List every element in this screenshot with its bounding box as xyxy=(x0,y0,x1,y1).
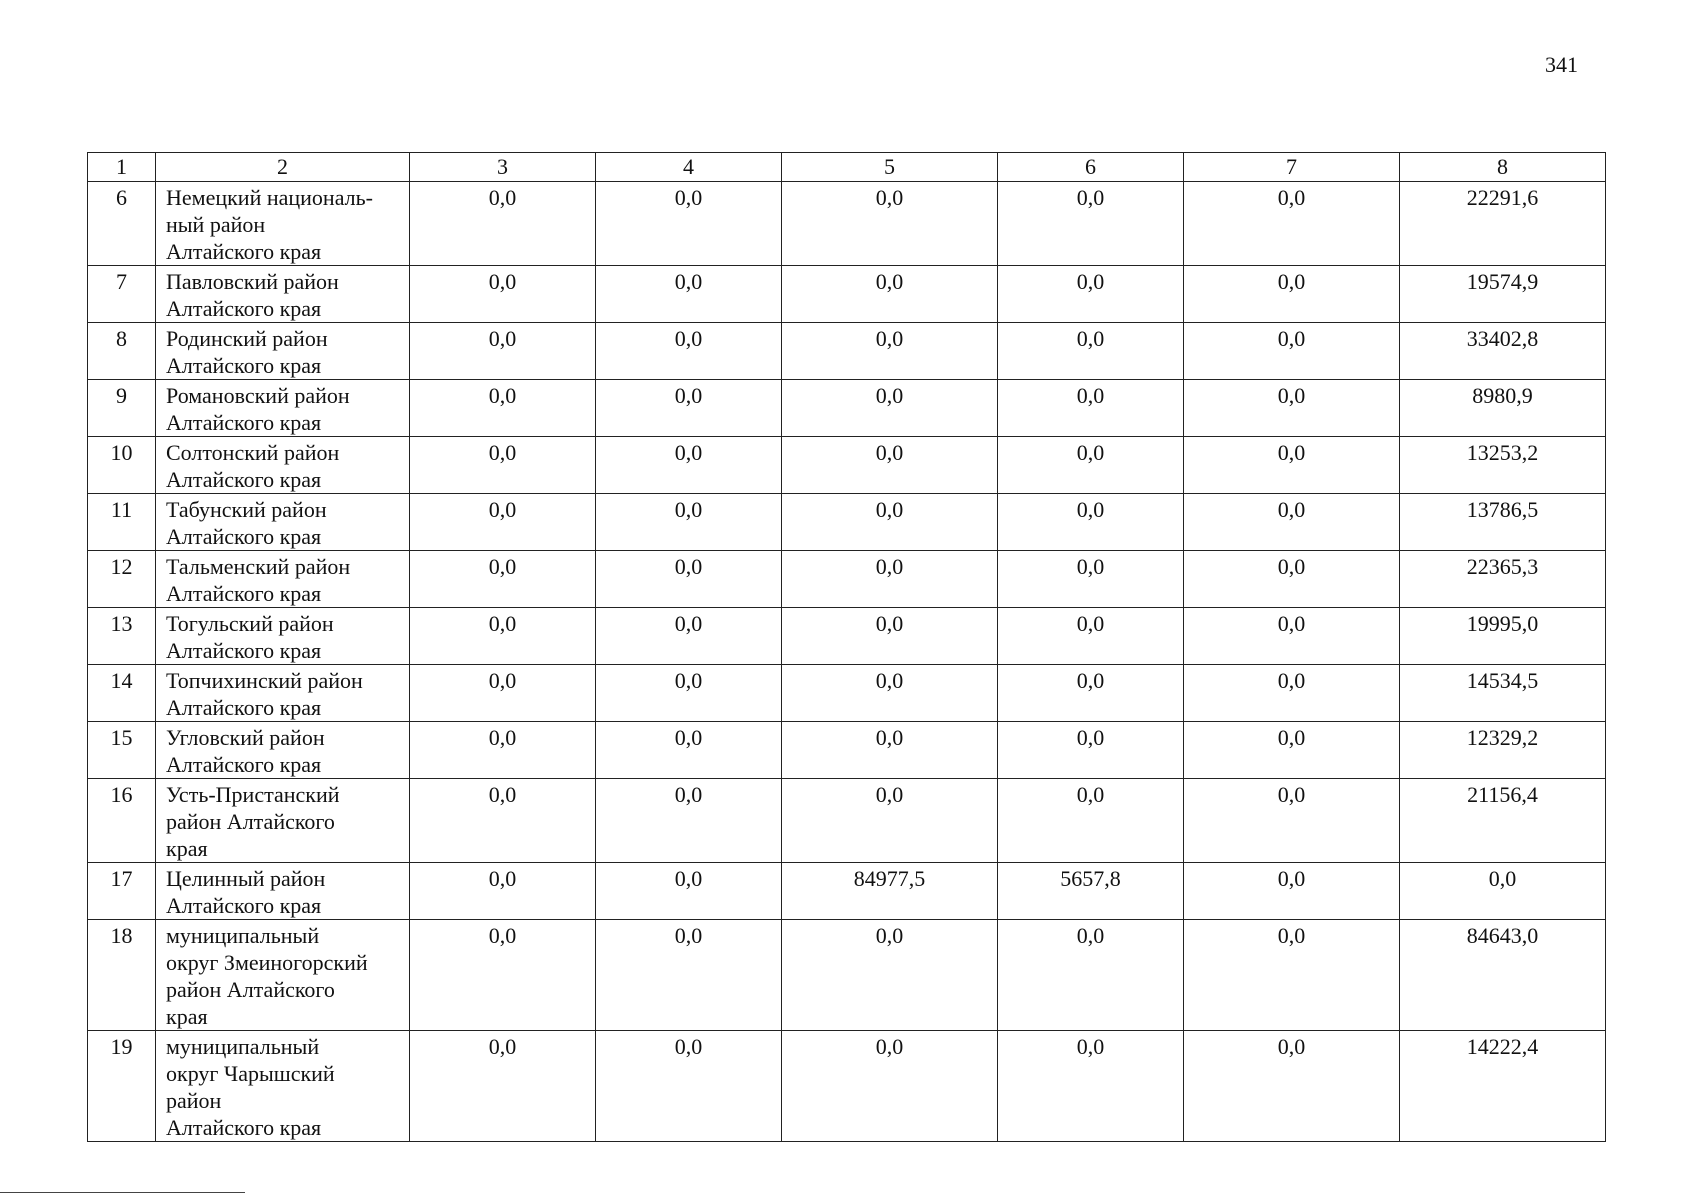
table-row xyxy=(88,608,1606,665)
district-name-line: Угловский район xyxy=(166,725,325,750)
value-cell-col-5: 0,0 xyxy=(782,323,998,380)
value-cell-col-3: 0,0 xyxy=(410,437,596,494)
value-cell-col-8: 14222,4 xyxy=(1400,1031,1606,1142)
row-number-cell: 13 xyxy=(88,608,156,665)
row-number-cell: 15 xyxy=(88,722,156,779)
value-cell-col-3: 0,0 xyxy=(410,551,596,608)
value-cell-col-3: 0,0 xyxy=(410,494,596,551)
district-name-line: Алтайского края xyxy=(166,410,322,435)
district-name-line: Алтайского края xyxy=(166,239,322,264)
value-cell-col-7: 0,0 xyxy=(1184,665,1400,722)
value-cell-col-4: 0,0 xyxy=(596,494,782,551)
value-cell-col-5: 84977,5 xyxy=(782,863,998,920)
value-cell-col-4: 0,0 xyxy=(596,1031,782,1142)
district-name-line: округ Змеиногорский xyxy=(166,950,368,975)
value-cell-col-7: 0,0 xyxy=(1184,551,1400,608)
district-name-cell xyxy=(156,380,410,437)
value-cell-col-6: 0,0 xyxy=(998,494,1184,551)
value-cell-col-7: 0,0 xyxy=(1184,863,1400,920)
value-cell-col-6: 0,0 xyxy=(998,608,1184,665)
value-cell-col-8: 33402,8 xyxy=(1400,323,1606,380)
value-cell-col-7: 0,0 xyxy=(1184,608,1400,665)
district-name-line: Павловский район xyxy=(166,269,339,294)
value-cell-col-7: 0,0 xyxy=(1184,1031,1400,1142)
row-number-cell: 8 xyxy=(88,323,156,380)
value-cell-col-7: 0,0 xyxy=(1184,437,1400,494)
value-cell-col-4: 0,0 xyxy=(596,266,782,323)
value-cell-col-4: 0,0 xyxy=(596,779,782,863)
district-name-cell xyxy=(156,494,410,551)
row-number-cell: 14 xyxy=(88,665,156,722)
district-name-cell xyxy=(156,1031,410,1142)
district-name-line: края xyxy=(166,836,208,861)
district-name-line: Топчихинский район xyxy=(166,668,363,693)
value-cell-col-7: 0,0 xyxy=(1184,494,1400,551)
district-name-cell xyxy=(156,437,410,494)
table-row xyxy=(88,722,1606,779)
table-row xyxy=(88,920,1606,1031)
district-name-line: Алтайского края xyxy=(166,467,322,492)
value-cell-col-8: 21156,4 xyxy=(1400,779,1606,863)
district-name-cell xyxy=(156,608,410,665)
column-header: 2 xyxy=(156,153,410,182)
district-name-line: Родинский район xyxy=(166,326,328,351)
value-cell-col-7: 0,0 xyxy=(1184,182,1400,266)
value-cell-col-5: 0,0 xyxy=(782,380,998,437)
value-cell-col-8: 12329,2 xyxy=(1400,722,1606,779)
district-name-cell xyxy=(156,551,410,608)
district-name-line: Романовский район xyxy=(166,383,350,408)
value-cell-col-5: 0,0 xyxy=(782,437,998,494)
value-cell-col-8: 0,0 xyxy=(1400,863,1606,920)
district-name-line: Алтайского края xyxy=(166,353,322,378)
district-name-line: Тогульский район xyxy=(166,611,334,636)
value-cell-col-5: 0,0 xyxy=(782,494,998,551)
district-name-line: район xyxy=(166,1088,222,1113)
value-cell-col-6: 0,0 xyxy=(998,380,1184,437)
district-name-cell xyxy=(156,266,410,323)
value-cell-col-7: 0,0 xyxy=(1184,266,1400,323)
row-number-cell: 16 xyxy=(88,779,156,863)
column-header: 4 xyxy=(596,153,782,182)
value-cell-col-3: 0,0 xyxy=(410,863,596,920)
district-name-line: Целинный район xyxy=(166,866,326,891)
value-cell-col-6: 0,0 xyxy=(998,779,1184,863)
value-cell-col-6: 0,0 xyxy=(998,920,1184,1031)
district-name-cell xyxy=(156,779,410,863)
value-cell-col-4: 0,0 xyxy=(596,608,782,665)
row-number-cell: 6 xyxy=(88,182,156,266)
value-cell-col-6: 0,0 xyxy=(998,323,1184,380)
district-name-line: Алтайского края xyxy=(166,752,322,777)
column-header: 6 xyxy=(998,153,1184,182)
table-row xyxy=(88,182,1606,266)
district-name-line: Алтайского края xyxy=(166,581,322,606)
value-cell-col-6: 0,0 xyxy=(998,722,1184,779)
table-row xyxy=(88,863,1606,920)
district-name-cell xyxy=(156,722,410,779)
footnote-divider xyxy=(0,1192,245,1193)
value-cell-col-4: 0,0 xyxy=(596,920,782,1031)
row-number-cell: 17 xyxy=(88,863,156,920)
value-cell-col-6: 0,0 xyxy=(998,182,1184,266)
district-name-line: округ Чарышский xyxy=(166,1061,335,1086)
district-name-cell xyxy=(156,182,410,266)
district-name-line: муниципальный xyxy=(166,923,320,948)
value-cell-col-3: 0,0 xyxy=(410,182,596,266)
page-number: 341 xyxy=(1545,52,1578,77)
value-cell-col-3: 0,0 xyxy=(410,920,596,1031)
row-number-cell: 11 xyxy=(88,494,156,551)
value-cell-col-3: 0,0 xyxy=(410,722,596,779)
header-row xyxy=(88,153,1606,182)
budget-table xyxy=(87,152,1606,1142)
value-cell-col-3: 0,0 xyxy=(410,380,596,437)
district-name-line: края xyxy=(166,1004,208,1029)
value-cell-col-7: 0,0 xyxy=(1184,380,1400,437)
district-name-line: район Алтайского xyxy=(166,809,335,834)
value-cell-col-4: 0,0 xyxy=(596,182,782,266)
column-header: 1 xyxy=(88,153,156,182)
district-name-line: Алтайского края xyxy=(166,638,322,663)
value-cell-col-3: 0,0 xyxy=(410,323,596,380)
column-header: 5 xyxy=(782,153,998,182)
table-row xyxy=(88,437,1606,494)
value-cell-col-4: 0,0 xyxy=(596,437,782,494)
table-body xyxy=(88,182,1606,1142)
district-name-line: Усть-Пристанский xyxy=(166,782,340,807)
value-cell-col-6: 0,0 xyxy=(998,437,1184,494)
table-row xyxy=(88,266,1606,323)
value-cell-col-8: 14534,5 xyxy=(1400,665,1606,722)
value-cell-col-4: 0,0 xyxy=(596,722,782,779)
row-number-cell: 19 xyxy=(88,1031,156,1142)
value-cell-col-3: 0,0 xyxy=(410,1031,596,1142)
value-cell-col-4: 0,0 xyxy=(596,323,782,380)
value-cell-col-4: 0,0 xyxy=(596,380,782,437)
table-row xyxy=(88,779,1606,863)
row-number-cell: 7 xyxy=(88,266,156,323)
district-name-line: ный район xyxy=(166,212,266,237)
district-name-line: муниципальный xyxy=(166,1034,320,1059)
column-header: 3 xyxy=(410,153,596,182)
value-cell-col-7: 0,0 xyxy=(1184,920,1400,1031)
row-number-cell: 18 xyxy=(88,920,156,1031)
value-cell-col-3: 0,0 xyxy=(410,608,596,665)
value-cell-col-3: 0,0 xyxy=(410,665,596,722)
district-name-cell xyxy=(156,665,410,722)
value-cell-col-5: 0,0 xyxy=(782,665,998,722)
value-cell-col-5: 0,0 xyxy=(782,1031,998,1142)
column-header: 8 xyxy=(1400,153,1606,182)
district-name-line: Тальменский район xyxy=(166,554,351,579)
value-cell-col-5: 0,0 xyxy=(782,779,998,863)
district-name-cell xyxy=(156,920,410,1031)
value-cell-col-6: 5657,8 xyxy=(998,863,1184,920)
value-cell-col-3: 0,0 xyxy=(410,266,596,323)
district-name-line: Алтайского края xyxy=(166,296,322,321)
table-row xyxy=(88,380,1606,437)
value-cell-col-6: 0,0 xyxy=(998,551,1184,608)
value-cell-col-6: 0,0 xyxy=(998,1031,1184,1142)
value-cell-col-8: 19574,9 xyxy=(1400,266,1606,323)
column-header: 7 xyxy=(1184,153,1400,182)
value-cell-col-8: 84643,0 xyxy=(1400,920,1606,1031)
value-cell-col-8: 8980,9 xyxy=(1400,380,1606,437)
value-cell-col-6: 0,0 xyxy=(998,266,1184,323)
district-name-line: Алтайского края xyxy=(166,1115,322,1140)
value-cell-col-3: 0,0 xyxy=(410,779,596,863)
value-cell-col-7: 0,0 xyxy=(1184,779,1400,863)
district-name-line: Табунский район xyxy=(166,497,327,522)
value-cell-col-5: 0,0 xyxy=(782,551,998,608)
table-row xyxy=(88,1031,1606,1142)
district-name-line: Алтайского края xyxy=(166,695,322,720)
value-cell-col-5: 0,0 xyxy=(782,608,998,665)
table-row xyxy=(88,665,1606,722)
value-cell-col-8: 13253,2 xyxy=(1400,437,1606,494)
value-cell-col-8: 22291,6 xyxy=(1400,182,1606,266)
row-number-cell: 10 xyxy=(88,437,156,494)
row-number-cell: 12 xyxy=(88,551,156,608)
value-cell-col-5: 0,0 xyxy=(782,920,998,1031)
value-cell-col-5: 0,0 xyxy=(782,266,998,323)
value-cell-col-6: 0,0 xyxy=(998,665,1184,722)
value-cell-col-7: 0,0 xyxy=(1184,722,1400,779)
budget-table-container xyxy=(87,152,1605,1142)
district-name-line: район Алтайского xyxy=(166,977,335,1002)
value-cell-col-5: 0,0 xyxy=(782,722,998,779)
value-cell-col-8: 22365,3 xyxy=(1400,551,1606,608)
value-cell-col-4: 0,0 xyxy=(596,551,782,608)
table-row xyxy=(88,551,1606,608)
value-cell-col-8: 13786,5 xyxy=(1400,494,1606,551)
table-row xyxy=(88,494,1606,551)
district-name-line: Немецкий националь- xyxy=(166,185,374,210)
value-cell-col-8: 19995,0 xyxy=(1400,608,1606,665)
value-cell-col-7: 0,0 xyxy=(1184,323,1400,380)
district-name-cell xyxy=(156,323,410,380)
district-name-cell xyxy=(156,863,410,920)
value-cell-col-5: 0,0 xyxy=(782,182,998,266)
district-name-line: Солтонский район xyxy=(166,440,340,465)
table-row xyxy=(88,323,1606,380)
value-cell-col-4: 0,0 xyxy=(596,665,782,722)
value-cell-col-4: 0,0 xyxy=(596,863,782,920)
row-number-cell: 9 xyxy=(88,380,156,437)
district-name-line: Алтайского края xyxy=(166,893,322,918)
district-name-line: Алтайского края xyxy=(166,524,322,549)
